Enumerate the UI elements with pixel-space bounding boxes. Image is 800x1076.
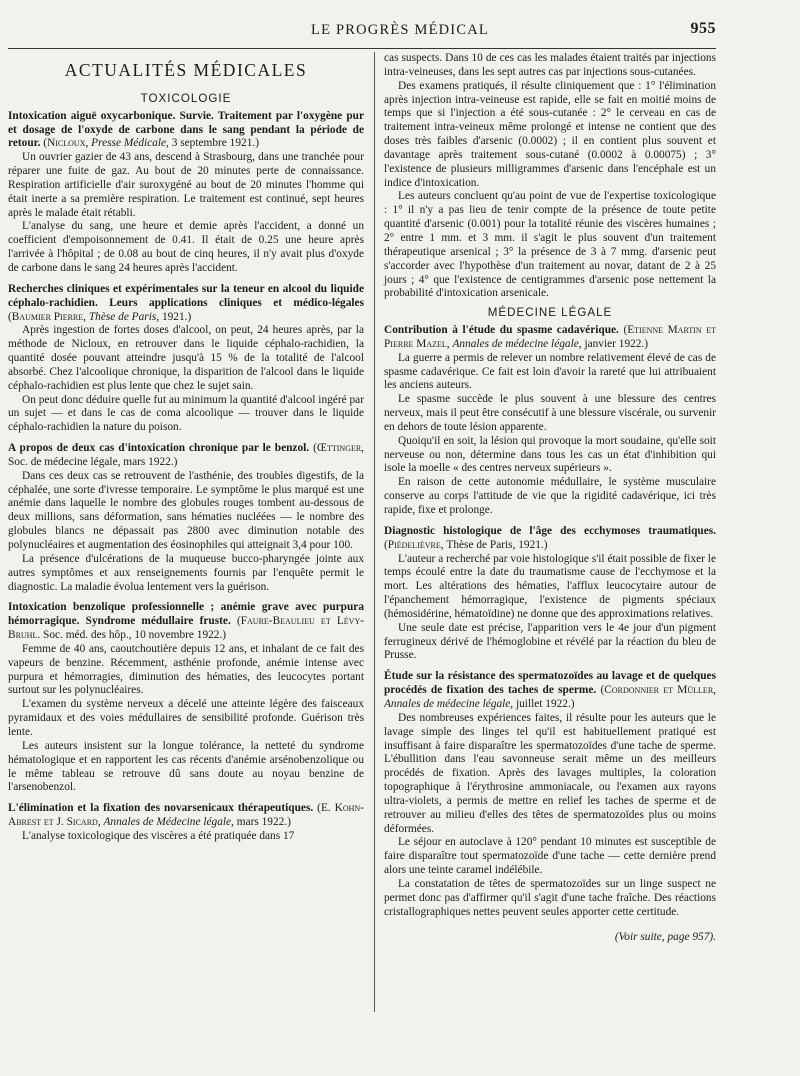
article-spermatozoides	[384, 670, 716, 919]
article-oxycarbonique	[8, 110, 364, 276]
article-source: Annales de médecine légale,	[452, 337, 582, 350]
article-paragraph: On peut donc déduire quelle fut au minimum la quantité d'alcool ingéré par un sujet — et dans le cas de coma alcoolique — trouver dans le liquide céphalo-rachidien la nature du poison.	[8, 393, 364, 434]
article-source: Thèse de Paris,	[88, 310, 160, 323]
article-heading	[384, 670, 716, 712]
article-paragraph: La constatation de têtes de spermatozoïdes sur un linge suspect ne permet donc pas d'affirmer qu'il s'agit d'une tache fraîche. Des réactions cristallographiques nettes peuvent seules apporter cette certitude.	[384, 877, 716, 918]
continuation-note[interactable]: (Voir suite, page 957).	[614, 931, 716, 944]
article-paragraph: L'analyse toxicologique des viscères a été pratiquée dans 17	[22, 829, 295, 842]
article-paragraph: Femme de 40 ans, caoutchoutière depuis 12 ans, et inhalant de ce fait des vapeurs de benzine. Récemment, asthénie profonde, anémie intense avec purpura et hémorragies, diminution des hématies, des leucocytes portant surtout sur les polynucléaires.	[8, 642, 364, 697]
article-title: Intoxication benzolique professionnelle ; anémie grave avec purpura hémorragique. Syndrome médullaire fruste.	[8, 601, 364, 628]
article-author: (Piédelièvre,	[384, 538, 444, 551]
article-author: (Etienne Martin et Pierre Mazel,	[384, 324, 716, 350]
article-title: Recherches cliniques et expérimentales sur la teneur en alcool du liquide céphalo-rachidien. Leurs applications cliniques et médico-légales	[8, 282, 364, 309]
article-author: (E. Kohn-Abrest et J. Sicard,	[8, 802, 364, 829]
article-source: Annales de Médecine légale,	[103, 816, 234, 829]
article-novarsenicaux	[8, 802, 364, 844]
article-date: janvier 1922.)	[584, 337, 649, 350]
article-title: A propos de deux cas d'intoxication chronique par le benzol.	[8, 442, 310, 455]
article-ecchymoses	[384, 525, 716, 663]
article-date: 1921.)	[161, 310, 192, 323]
subsection-toxicologie: TOXICOLOGIE	[140, 91, 232, 105]
article-source: Soc. de médecine légale, mars 1922.)	[8, 455, 178, 468]
article-author: (Cordonnier et Müller,	[600, 684, 716, 697]
running-header	[0, 18, 800, 44]
article-author: (Faure-Beaulieu et Lévy-Bruhl.	[8, 615, 364, 642]
article-title: Diagnostic histologique de l'âge des ecchymoses traumatiques.	[384, 524, 716, 537]
article-date: 3 septembre 1921.)	[171, 137, 259, 150]
subsection-medecine-legale: MÉDECINE LÉGALE	[487, 306, 613, 320]
article-heading	[384, 324, 716, 352]
article-title: L'élimination et la fixation des novarsenicaux thérapeutiques.	[8, 802, 314, 815]
article-author: (Nicloux,	[43, 137, 89, 150]
article-title: Contribution à l'étude du spasme cadavérique.	[384, 324, 619, 337]
article-heading	[8, 110, 364, 152]
article-heading	[8, 601, 364, 643]
article-benzol-chronique	[8, 442, 364, 594]
article-paragraph: L'auteur a recherché par voie histologique s'il était possible de fixer le temps écoulé entre la date du traumatisme cause de l'ecchymose et la mort. Les altérations des hématies, l'afflux leucocytaire autour de l'épanchement hémorragique, l'existence de pigments spéciaux (hémosidérine, hématoïdine) ne donne que des approximations relatives.	[384, 552, 716, 620]
journal-title: LE PROGRÈS MÉDICAL	[311, 22, 489, 38]
article-paragraph: Le séjour en autoclave à 120° pendant 10 minutes est susceptible de faire disparaître tout spermatozoïde d'une tache — cette dernière prend alors une teinte caramel indélébile.	[384, 836, 716, 877]
article-source: Thèse de Paris, 1921.)	[446, 538, 548, 551]
article-paragraph: Dans ces deux cas se retrouvent de l'asthénie, des troubles digestifs, de la céphalée, une sorte d'ivresse temporaire. Le symptôme le plus marqué est une anémie dans laquelle le nombre des globules rouges tombent au-dessous de deux millions, sans déformation, sans hématies nucléées — le nombre des globules blancs ne dépassait pas 2800 avec diminution notable des polynucléaires et augmentation des éosinophiles qui atteignait 3,4 pour 100.	[8, 469, 364, 551]
article-paragraph: Un ouvrier gazier de 43 ans, descend à Strasbourg, dans une tranchée pour réparer une fuite de gaz. Au bout de 20 minutes perte de connaissance. Respiration artificielle d'air suroxygéné au bout de 20 minutes l'homme qui était inerte a sa première respiration. Le traitement est continué, sept heures après le malade était rétabli.	[8, 151, 364, 219]
article-paragraph: Les auteurs insistent sur la longue tolérance, la netteté du syndrome hématologique et en rapportent les cas récents d'anémie arsénobenzolique ou le même tableau se retrouve dû sans doute au noyau benzine de l'arsenobenzol.	[8, 739, 364, 794]
left-column	[8, 52, 364, 844]
article-heading	[384, 525, 716, 553]
article-paragraph: La guerre a permis de relever un nombre relativement élevé de cas de spasme cadavérique. Ce fait est loin d'avoir la rareté que lui attribuaient les anciens auteurs.	[384, 351, 716, 392]
article-paragraph: L'analyse du sang, une heure et demie après l'accident, a donné un coefficient d'empoisonnement de 0.41. Il était de 0.25 une heure après l'arrivée à l'hôpital ; de 0.08 au bout de cinq heures, il n'y avait plus d'oxyde de carbone dans le sang 24 heures après l'accident.	[8, 220, 364, 274]
header-rule	[8, 48, 716, 49]
section-title: ACTUALITÉS MÉDICALES	[64, 60, 308, 80]
article-paragraph: Après ingestion de fortes doses d'alcool, on peut, 24 heures après, par la méthode de Nicloux, en retrouver dans le liquide céphalo-rachidien, la quantité dosée pouvant atteindre jusqu'à 15 % de la totalité de l'alcool absorbé. Chez l'alcoolique chronique, la disparition de l'alcool dans le liquide céphalo-rachidien est plus lente que chez le sujet sain.	[8, 324, 364, 392]
article-paragraph: Le spasme succède le plus souvent à une blessure des centres nerveux, mais il peut être consécutif à une blessure viscérale, ou survenir en dehors de toute lésion apparente.	[384, 393, 716, 433]
column-divider	[374, 52, 375, 1012]
article-paragraph: L'examen du système nerveux a décelé une atteinte légère des faisceaux pyramidaux et des voies médullaires de sensibilité profonde. Guérison très lente.	[8, 698, 364, 738]
page-number: 955	[690, 20, 716, 37]
article-paragraph: La présence d'ulcérations de la muqueuse bucco-pharyngée jointe aux autres symptômes et aux renseignements fournis par l'enquête permit le diagnostic. La maladie évolua lentement vers la guérison.	[8, 552, 364, 593]
article-date: mars 1922.)	[236, 816, 291, 829]
article-source: Soc. méd. des hôp., 10 novembre 1922.)	[43, 629, 227, 642]
article-source: Presse Médicale,	[91, 137, 169, 150]
article-title: Étude sur la résistance des spermatozoïdes au lavage et de quelques procédés de fixation des taches de sperme.	[384, 670, 716, 697]
article-title: Intoxication aiguë oxycarbonique. Survie. Traitement par l'oxygène pur et dosage de l'oxyde de carbone dans le sang pendant la période de retour.	[8, 109, 364, 150]
article-heading	[8, 802, 364, 830]
article-source: Annales de médecine légale,	[384, 697, 514, 710]
article-heading	[8, 283, 364, 325]
article-author: (Baumier Pierre,	[8, 310, 86, 323]
article-paragraph: cas suspects. Dans 10 de ces cas les malades étaient traités par injections intra-veineuses, dans les sept autres cas par injections sous-cutanées.	[384, 52, 716, 78]
article-heading	[8, 442, 364, 470]
article-paragraph: Des nombreuses expériences faites, il résulte pour les auteurs que le lavage simple des linges tel qu'il est habituellement pratiqué est insuffisant à faire disparaître les spermatozoïdes d'une tache de sperme. L'ébullition dans l'eau savonneuse serait même un des meilleurs procédés de fixation. Après des lavages multiples, la coloration topographique à l'érythrosine ammoniacale, ou l'examen aux rayons ultra-violets, a permis de mettre en relief les taches de sperme et de retrouver au milieu d'elles des têtes de spermatozoïdes plus ou moins déformées.	[384, 711, 716, 835]
article-paragraph: Des examens pratiqués, il résulte cliniquement que : 1° l'élimination après injection intra-veineuse est rapide, elle se fait en moitié moins de temps que si l'injection a été sous-cutanée : 2° le cerveau en cas de traitement intra-veineux même prolongé et intense ne contient que des doses très faibles d'arsenic (0.0002) ; il en contient plus souvent et davantage après traitement sous-cutané (0.0002 à 0.00075) ; 3° l'existence de plusieurs milligrammes d'arsenic dans l'encéphale est un indice d'intoxication.	[384, 79, 716, 189]
article-paragraph: Les auteurs concluent qu'au point de vue de l'expertise toxicologique : 1° il n'y a pas lieu de tenir compte de la présence de toute petite quantité d'arsenic (0.001) pour la totalité réunie des viscères humaines ; 2° entre 1 mm. et 3 mm. il s'agit le plus souvent d'un traitement thérapeutique arsenical ; 3° la présence de 3 à 7 mmg. d'arsenic peut s'accorder avec l'hypothèse d'un traitement au novar, datant de 2 à 25 jours ; 4° que l'existence de centigrammes d'arsenic pose nettement la probabilité d'intoxication arsenicale.	[384, 190, 716, 300]
article-spasme-cadaverique	[384, 324, 716, 518]
article-date: juillet 1922.)	[515, 697, 575, 710]
right-column	[384, 52, 716, 945]
article-author: (Œttinger,	[313, 442, 365, 455]
article-alcool-cephalo	[8, 283, 364, 435]
article-paragraph: Quoiqu'il en soit, la lésion qui provoque la mort soudaine, qu'elle soit nerveuse ou non, détermine dans tous les cas un état d'inhibition qui isole la moelle « des centres nerveux supérieurs ».	[384, 434, 716, 475]
article-paragraph: Une seule date est précise, l'apparition vers le 4e jour d'un pigment ferrugineux dérivé de l'hémoglobine et révélé par la réaction du bleu de Prusse.	[384, 621, 716, 662]
article-paragraph: En raison de cette autonomie médullaire, le système musculaire conserve au corps l'attitude de vie que la rigidité cadavérique, ici très rapide, fixe et prolonge.	[384, 476, 716, 516]
article-benzolique-professionnelle	[8, 601, 364, 795]
